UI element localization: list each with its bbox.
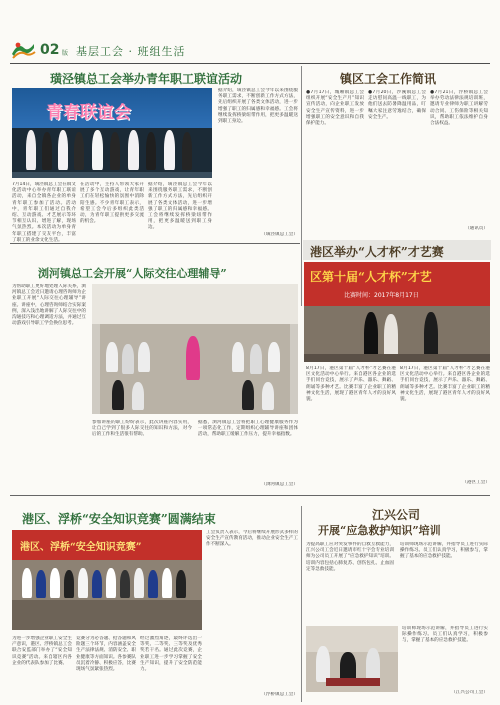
union-logo-icon (10, 40, 36, 60)
article-body-col2: ●7月20日，沙溪镇总工会走访慰问高温一线职工，为他们送去防暑降温用品，叮嘱大家注意劳逸结合，确保安全生产。 (368, 90, 426, 120)
masthead (10, 40, 490, 62)
article-body-col1: 7月14日，璜泾镇总工会在镇文化活动中心举办青年职工联谊活动，来自全镇各企业的单身青年职工参加了活动。活动中，青年职工们通过自我介绍、互动游戏、才艺展示等环节相互认识、增进了解，现场气氛热烈。本次活动为单身青年职工搭建了交友平台，丰富了职工的业余文化生活。 (12, 182, 76, 242)
article-body-col1: 为进一步增强企业职工安全生产意识，港区、浮桥镇总工会联合安监部门举办了“安全知识竞赛”活动。来自辖区内各企业的代表队参加了比赛。 (12, 636, 72, 666)
article-body-col1: ●7月17日，城厢镇总工会组织开展“安全生产月”知识宣传活动，向企业职工发放安全生产宣传资料，进一步增强职工的安全意识和自我保护能力。 (306, 90, 364, 127)
article-body-col3: ●7月21日，浮桥镇总工会举办劳动法律法规培训班，邀请专业律师为职工讲解劳动合同、工伤保险等相关知识，帮助职工依法维护自身合法权益。 (430, 90, 488, 127)
stage-photo (12, 88, 212, 178)
byline: （通讯员） (465, 226, 488, 231)
article-body: 8月17日，港区第十届“人才杯”才艺赛在港区文化活动中心举行。来自港区各企业的选手们同台竞技，展示了声乐、器乐、舞蹈、朗诵等多种才艺。比赛丰富了企业职工的精神文化生活，展现了港区青年人才的良好风貌。 (306, 366, 396, 403)
article-body-col3: 据介绍，璜泾镇总工会今年以来围绕服务职工需求，不断创新工作方式方法，先后组织开展了各类文体活动，进一步增强了职工的归属感和幸福感。工会将继续发挥桥梁纽带作用，把更多温暖送到职工身边。 (148, 182, 212, 231)
article-body-col2: 在活动中，主持人带领大家开展了多个互动游戏，让青年职工们在轻松愉快的氛围中消除陪生感。不少青年职工表示，希望工会今后多组织此类活动，为青年职工提供更多交流的机会。 (80, 182, 144, 225)
lecture-photo (92, 284, 298, 414)
article-body-col4: 工会负责人表示，今后将继续开展形式多样的安全生产宣传教育活动，推动企业安全生产工作不断深入。 (206, 530, 298, 548)
byline: （璜泾镇总工会） (261, 232, 298, 237)
talent-banner: 区第十届“人才杯”才艺 (310, 270, 432, 284)
article-title: 港区、浮桥“安全知识竞赛”圆满结束 (22, 512, 216, 526)
byline: （浮桥镇总工会） (261, 692, 298, 697)
section-title: 基层工会 · 班组生活 (76, 45, 186, 58)
article-title-line2: 开展“应急救护知识”培训 (318, 524, 441, 537)
article-body-col2: 培训师现场示范讲解，并指导员工进行实际操作练习。员工们认真学习，积极参与，掌握了基本的应急救护技能。 (400, 542, 488, 560)
page-number: 02 (40, 42, 60, 58)
article-body-col2: 竞赛分为必答题、抢答题和风险题三个环节，内容涵盖安全生产法律法规、消防安全、职业健康等方面知识。各参赛队员沉着冷静、积极应答，比赛现场气氛紧张热烈。 (76, 636, 136, 673)
page-suffix: 版 (62, 50, 69, 57)
byline: （港区工会） (462, 480, 490, 485)
article-body-col3: 经过激烈角逐，最终评选出一等奖、二等奖、三等奖及优秀奖若干名。通过此次竞赛，企业职工进一步学习掌握了安全生产知识，提升了安全防范能力。 (140, 636, 202, 673)
competition-photo (12, 530, 202, 630)
article-body-col1: 为帮助职工更好地处理人际关系，浏河镇总工会近日邀请心理咨询师为企业职工开展“人际交往心理辅导”讲座。讲座中，心理咨询师结合实际案例，深入浅出地讲解了人际交往中的沟通技巧和心理调适方法，并通过互动游戏引导职工学会换位思考。 (12, 284, 86, 327)
stage-banner: 青春联谊会 (46, 103, 131, 123)
article-body-col1: 为提高职工应对突发事件的自救互救能力，江兴公司工会近日邀请市红十字会专业培训师为公司员工开展了“应急救护知识”培训。培训内容包括心肺复苏、创伤包扎、止血固定等急救技能。 (306, 542, 394, 572)
article-title: 镇区工会工作简讯 (340, 72, 437, 86)
byline: （浏河镇总工会） (261, 482, 298, 487)
article-body-col3: 培训师现场示范讲解，并指导员工进行实际操作练习。员工们认真学习，积极参与，掌握了基本的应急救护技能。 (402, 626, 488, 644)
article-body-col2: 参加讲座的职工纷纷表示，此次讲座内容实用，让自己学到了很多人际交往的知识和方法，对今后的工作和生活很有帮助。 (92, 420, 192, 438)
article-title-line1: 江兴公司 (372, 508, 421, 522)
article-body-2: 8月17日，港区第十届“人才杯”才艺赛在港区文化活动中心举行。来自港区各企业的选手们同台竞技，展示了声乐、器乐、舞蹈、朗诵等多种才艺。比赛丰富了企业职工的精神文化生活，展现了港区青年人才的良好风貌。 (400, 366, 490, 403)
article-body-col3: 据悉，浏河镇总工会将把职工心理健康服务作为一项常态化工作，定期组织心理辅导讲座和团体活动，帮助职工缓解工作压力，提升幸福指数。 (198, 420, 298, 438)
talent-photo (304, 262, 490, 362)
talent-banner-date: 比赛时间：2017年8月17日 (344, 292, 419, 299)
article-title: 浏河镇总工会开展“人际交往心理辅导” (38, 267, 227, 280)
article-body-right: 据介绍，璜泾镇总工会今年以来围绕服务职工需求，不断创新工作方式方法，先后组织开展了各类文体活动，进一步增强了职工的归属感和幸福感。工会将继续发挥桥梁纽带作用，把更多温暖送到职工身边。 (218, 88, 298, 125)
competition-banner: 港区、浮桥“安全知识竞赛” (20, 542, 142, 553)
training-photo (306, 626, 398, 692)
article-title: 港区举办“人才杯”才艺赛 (310, 245, 444, 259)
article-title: 璜泾镇总工会举办青年职工联谊活动 (50, 72, 243, 86)
byline: （江兴公司工会） (451, 690, 488, 695)
